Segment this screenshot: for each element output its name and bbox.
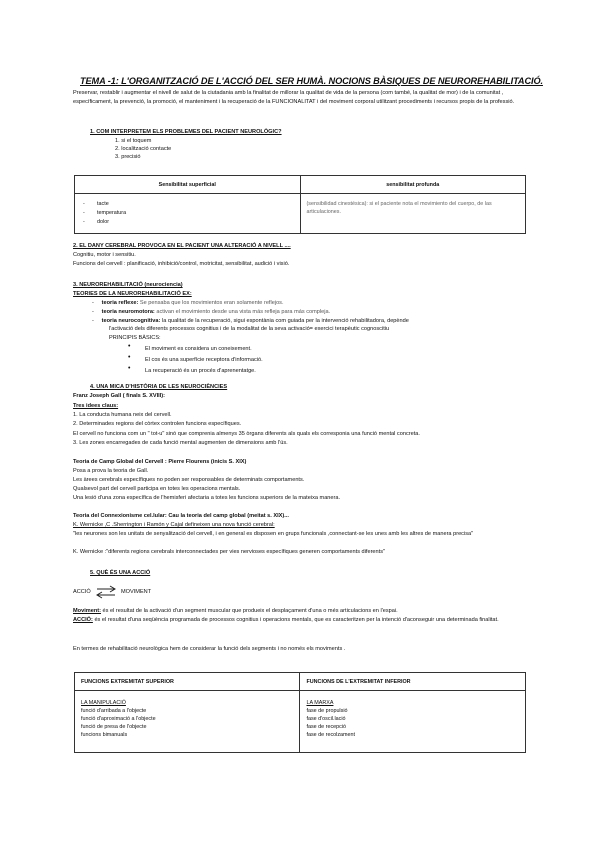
list-item: - temperatura	[81, 209, 294, 218]
moviment-definition	[73, 607, 398, 615]
list-item: funció de presa de l'objecte	[81, 724, 147, 730]
list-item: funció d'arribada a l'objecte	[81, 708, 147, 714]
list-item: - dolor	[81, 218, 294, 227]
bidirectional-arrow-icon	[95, 584, 117, 600]
list-item: - tacte	[81, 200, 294, 209]
connexionisme-heading: Teoria del Connexionisme cel.lular: Cau la teoria del camp global (meitat s. XIX)...	[73, 513, 289, 519]
flourens-line-4: Una lesió d'una zona específica de l'hemisferi afectaria a totes les funcions superiors de la mateixa manera.	[73, 495, 341, 501]
s1-item-3: 3. precisió	[115, 154, 141, 160]
flourens-line-3: Qualsevol part del cervell participa en totes les operacions mentals.	[73, 486, 241, 492]
section-1-heading: 1. COM INTERPRETEM ELS PROBLEMES DEL PACIENT NEUROLÒGIC?	[90, 129, 282, 135]
list-item: funció d'aproximació a l'objecte	[81, 716, 156, 722]
s1-item-1: 1. si el toquem	[115, 138, 152, 144]
idea-3: 3. Les zones encarregades de cada funció mental augmenten de dimensions amb l'ús.	[73, 440, 288, 446]
section-3-heading: 3. NEUROREHABILITACIÓ (neurociencia)	[73, 282, 183, 288]
theory-neurocognitiva-text: la qualitat de la recuperació, sigui espontània com guiada per la intervenció rehabilitadora, depènde	[160, 318, 409, 324]
theory-neurocognitiva-label: teoria neurocognitiva:	[101, 318, 161, 324]
theory-reflexe-label: teoria reflexe:	[101, 300, 139, 306]
s2-line-1: Cognitiu, motor i sensitiu.	[73, 252, 136, 258]
section-2-heading: 2. EL DANY CEREBRAL PROVOCA EN EL PACIENT UNA ALTERACIÓ A NIVELL ....	[73, 243, 291, 249]
idea-2-detail: El cervell no funciona com un " tot-u" sinó que comprenia almenys 35 òrgans diferents als quals els corresponia una funció mental concreta.	[73, 431, 420, 437]
s1-item-2: 2. localització contacte	[115, 146, 172, 152]
theory-neuromotora-text: activan el movimiento desde una vista más refleja para más compleja.	[154, 309, 331, 315]
idea-2: 2. Determinades regions del còrtex controlen funcions específiques.	[73, 421, 242, 427]
flourens-line-1: Posa a prova la teoria de Gall.	[73, 468, 149, 474]
theory-neuromotora: - teoria neuromotora: activan el movimiento desde una vista más refleja para más compleja.	[92, 309, 331, 315]
table2-header-inferior: FUNCIONS DE L'EXTREMITAT INFERIOR	[300, 673, 526, 691]
bullet-icon: •	[128, 354, 131, 361]
tres-idees-label: Tres idees claus:	[73, 403, 119, 409]
moviment-def-text: és el resultat de la activació d'un segment muscular que produeix el desplaçament d'una o més articulacions en l'espai.	[100, 608, 398, 614]
list-item: fase de recepció	[306, 724, 347, 730]
principis-basics-label: PRINCIPIS BÀSICS:	[109, 335, 161, 341]
theory-neurocognitiva: - teoria neurocognitiva: la qualitat de la recuperació, sigui espontània com guiada per la intervenció rehabilitadora, depènde	[92, 318, 409, 324]
intro-paragraph: Preservar, restablir i augmentar el nivell de salut de la ciutadania amb la finalitat de millorar la qualitat de vida de la persona (com també, la qualitat de mor) i de la comunitat , específicament, la prevenció, la promoció, el manteniment i la recuperació de la FUNCIONALITAT i del moviment corporal utilitzant procediments i recursos propis de la professió.	[73, 90, 515, 105]
section-5-heading: 5. QUÈ ÉS UNA ACCIÓ	[90, 570, 151, 576]
idea-1: 1. La conducta humana neix del cervell.	[73, 412, 172, 418]
accio-definition	[73, 616, 527, 625]
table1-cell-profunda: (sensibilidad cinestésica): si el paciente nota el movimiento del cuerpo, de las articulaciones.	[300, 194, 526, 234]
accio-def-label: ACCIÓ:	[73, 617, 93, 623]
flourens-line-2: Les àrees cerebrals específiques no poden ser responsables de determinats comportaments.	[73, 477, 305, 483]
table1-header-superficial: Sensibilitat superficial	[75, 176, 301, 194]
manipulacio-title: LA MANIPULACIÓ	[81, 700, 126, 706]
principle-1: El moviment es considera un coneixement.	[145, 346, 252, 352]
theory-neuromotora-label: teoria neuromotora:	[101, 309, 155, 315]
marxa-title: LA MARXA	[306, 700, 334, 706]
principle-2: El cos és una superfície receptora d'informació.	[145, 357, 263, 363]
table2-cell-inferior	[300, 691, 526, 753]
bullet-icon: •	[128, 343, 131, 350]
functions-table	[74, 672, 526, 753]
connexionisme-sub: K. Wernicke ,C .Sherrington i Ramón y Cajal defineixen una nova funció cerebral:	[73, 522, 275, 528]
section-4-heading: 4. UNA MICA D'HISTÒRIA DE LES NEUROCIÈNCIES	[90, 384, 228, 390]
accio-label: ACCIÓ	[73, 589, 91, 595]
theory-reflexe: - teoria reflexe: Se pensaba que los movimientos eran solamente reflejos.	[92, 300, 284, 306]
flourens-heading: Teoria de Camp Global del Cervell : Pierre Flourens (inicis S. XIX)	[73, 459, 247, 465]
connexionisme-quote: "les neurones son les unitats de senyalització del cervell, i en general es disposen en grups funcionals ,connectant-se les unes amb les altres de manera precisa"	[73, 531, 474, 537]
table1-cell-superficial	[75, 194, 301, 234]
page-title: TEMA -1: L'ORGANITZACIÓ DE L'ACCIÓ DEL SER HUMÀ. NOCIONS BÀSIQUES DE NEUROREHABILITACIÓ.	[80, 76, 543, 86]
moviment-def-label: Moviment:	[73, 608, 101, 614]
rehab-note: En termes de rehabilitació neurològica hem de considerar la funció dels segments i no només els moviments .	[73, 646, 346, 652]
superficial-list	[81, 200, 294, 227]
s2-line-2: Funcions del cervell : planificació, inhibició/control, motricitat, sensibilitat, audició i visió.	[73, 261, 290, 267]
table2-cell-superior	[75, 691, 300, 753]
list-item: fase d'oscil.lació	[306, 716, 346, 722]
table2-header-superior: FUNCIONS EXTREMITAT SUPERIOR	[75, 673, 300, 691]
s3-subheading: TEORIES DE LA NEUROREHABILITACIÓ EX:	[73, 291, 192, 297]
gall-heading: Franz Joseph Gall ( finals S. XVIII):	[73, 393, 166, 399]
list-item: funcions bimanuals	[81, 732, 128, 738]
accio-def-text: és el resultat d'una seqüència programada de processos cognitius i operacions mentals, que es caracteritzen per la intenció d'aconseguir una determinada finalitat.	[92, 617, 499, 623]
list-item: fase de recolzament	[306, 732, 356, 738]
theory-neurocognitiva-cont: l'activació dels diferents processos cognitius i de la modalitat de la seva activació= exercici terapèutic cognoscitiu	[109, 326, 390, 332]
principle-3: La recuperació és un procés d'aprenentatge.	[145, 368, 256, 374]
sensibility-table	[74, 175, 526, 234]
wernicke-quote: K. Wernicke :"diferents regions cerebrals interconnectades per vies nervioses específiques generen comportaments diferents"	[73, 549, 385, 555]
theory-reflexe-text: Se pensaba que los movimientos eran solamente reflejos.	[138, 300, 284, 306]
moviment-label: MOVIMENT	[121, 589, 152, 595]
list-item: fase de propulsió	[306, 708, 348, 714]
bullet-icon: •	[128, 365, 131, 372]
table1-header-profunda: sensibilitat profunda	[300, 176, 526, 194]
